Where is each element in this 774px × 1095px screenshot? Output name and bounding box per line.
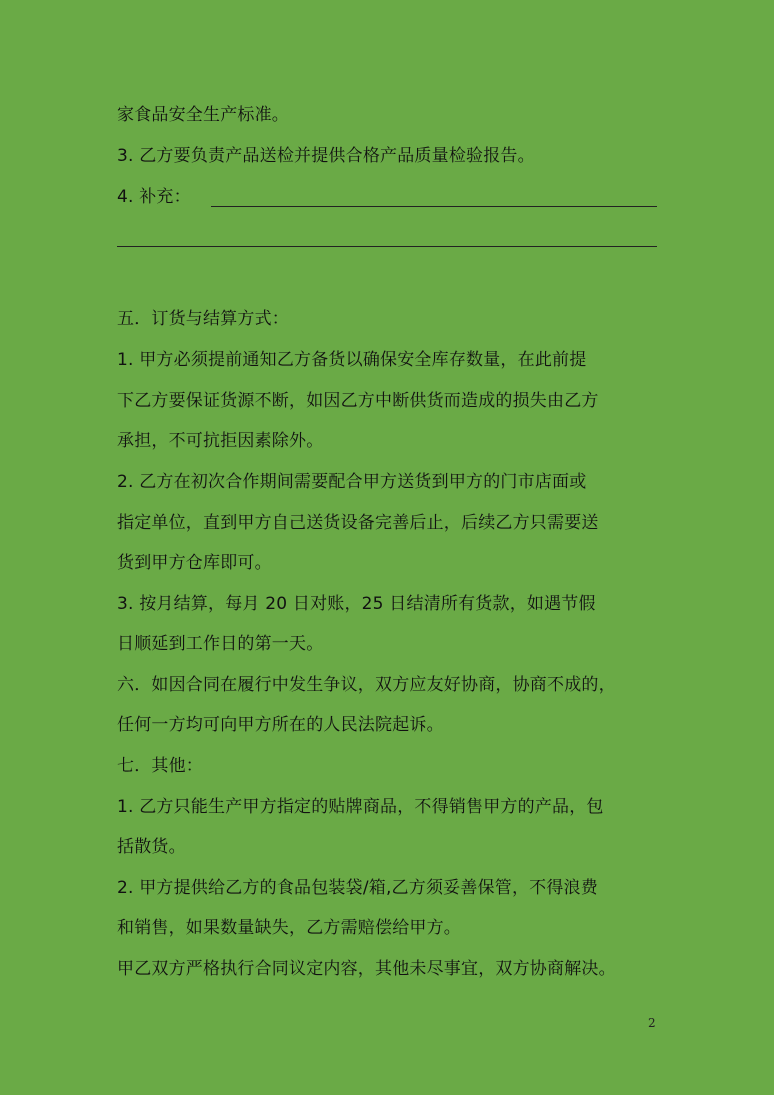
section-heading-6: 六．如因合同在履行中发生争议，双方应友好协商，协商不成的， xyxy=(117,675,616,695)
text-line-14: 任何一方均可向甲方所在的人民法院起诉。 xyxy=(117,715,444,735)
text-line-5: 1. 甲方必须提前通知乙方备货以确保安全库存数量，在此前提 xyxy=(117,350,587,370)
fill-in-blank-line xyxy=(117,246,657,247)
text-line-11: 3. 按月结算，每月 20 日对账，25 日结清所有货款，如遇节假 xyxy=(117,594,596,614)
text-line-1: 家食品安全生产标准。 xyxy=(117,105,289,125)
text-line-18: 2. 甲方提供给乙方的食品包装袋/箱,乙方须妥善保管，不得浪费 xyxy=(117,878,598,898)
section-heading-7: 七．其他： xyxy=(117,756,203,776)
text-line-9: 指定单位，直到甲方自己送货设备完善后止，后续乙方只需要送 xyxy=(117,513,599,533)
section-heading-5: 五．订货与结算方式： xyxy=(117,309,289,329)
text-line-12: 日顺延到工作日的第一天。 xyxy=(117,634,324,654)
fill-in-blank-line xyxy=(211,206,657,207)
text-line-17: 括散货。 xyxy=(117,837,186,857)
text-line-16: 1. 乙方只能生产甲方指定的贴牌商品，不得销售甲方的产品，包 xyxy=(117,797,604,817)
text-line-10: 货到甲方仓库即可。 xyxy=(117,553,272,573)
text-line-20: 甲乙双方严格执行合同议定内容，其他未尽事宜，双方协商解决。 xyxy=(117,959,616,979)
text-line-6: 下乙方要保证货源不断，如因乙方中断供货而造成的损失由乙方 xyxy=(117,391,599,411)
text-line-8: 2. 乙方在初次合作期间需要配合甲方送货到甲方的门市店面或 xyxy=(117,472,587,492)
text-line-19: 和销售，如果数量缺失，乙方需赔偿给甲方。 xyxy=(117,918,461,938)
text-line-3: 4. 补充： xyxy=(117,187,191,207)
text-line-7: 承担，不可抗拒因素除外。 xyxy=(117,431,324,451)
text-line-2: 3. 乙方要负责产品送检并提供合格产品质量检验报告。 xyxy=(117,146,535,166)
page-number: 2 xyxy=(648,1016,656,1030)
